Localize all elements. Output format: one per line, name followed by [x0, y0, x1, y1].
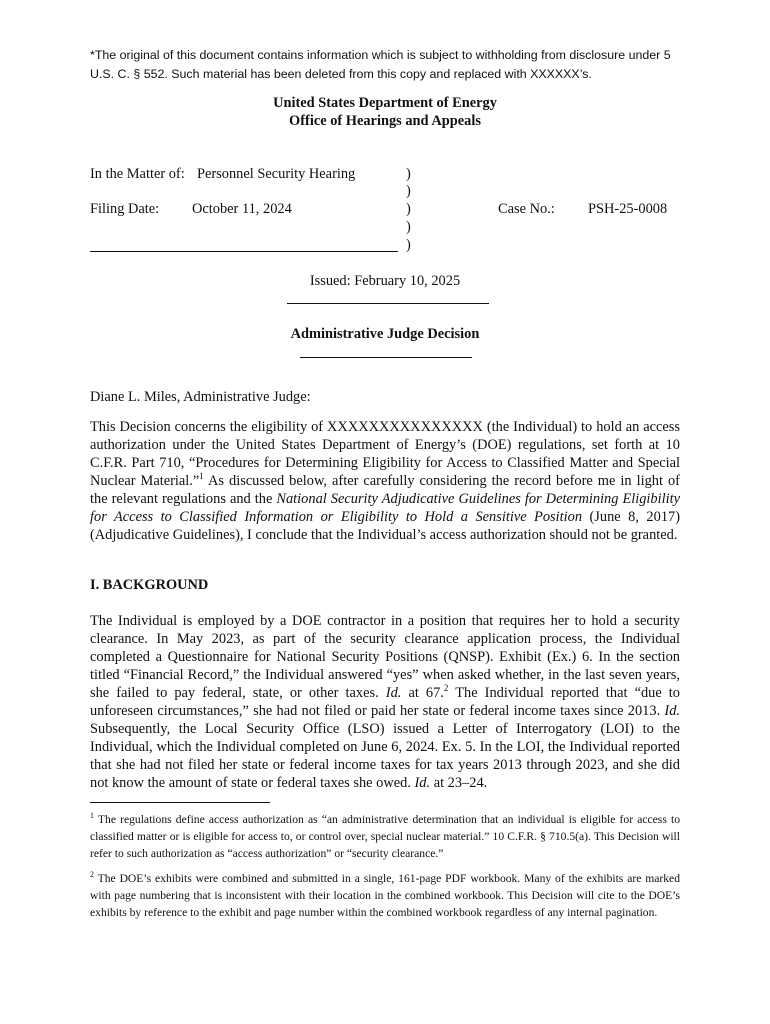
filing-date-label: Filing Date: — [90, 201, 160, 217]
background-paragraph — [90, 612, 680, 792]
footnote-number: 2 — [90, 870, 94, 880]
intro-text: (June 8, 2017) (Adjudicative Guidelines), I conclude that the Individual’s access authorization should not be granted. — [90, 509, 680, 543]
caption-underline — [90, 251, 398, 252]
background-text: at 23–24. — [430, 775, 488, 791]
citation-id: Id. — [385, 685, 402, 701]
decision-title: Administrative Judge Decision — [290, 326, 480, 342]
footnote-text: The regulations define access authorization as “an administrative determination that an individual is eligible for access to classified matter or is eligible for access to, or control over, special nuclear material.” 10 C.F.R. § 710.5(a). This Decision will refer to such authorization as “access authorization” or “security clearance.” — [90, 813, 680, 860]
section-heading: I. BACKGROUND — [90, 577, 209, 593]
caption-paren: ) — [406, 166, 411, 182]
caption-paren: ) — [406, 219, 411, 235]
intro-text: As discussed below, after carefully considering the record before me in light of the relevant regulations and the — [90, 473, 680, 507]
background-text: Subsequently, the Local Security Office (LSO) issued a Letter of Interrogatory (LOI) to the Individual, which the Individual completed on June 6, 2024. Ex. 5. In the LOI, the Individual reported that she had not filed her state or federal income taxes for tax years 2013 through 2023, and she did not know the amount of state or federal taxes she owed. — [90, 721, 680, 791]
filing-date-value: October 11, 2024 — [192, 201, 292, 217]
issued-date: Issued: February 10, 2025 — [309, 273, 461, 289]
footnote-1 — [90, 811, 680, 862]
agency-name: United States Department of Energy — [273, 95, 497, 111]
matter-label: In the Matter of: — [90, 166, 185, 182]
footnote-number: 1 — [90, 811, 94, 821]
footnote-ref-2: 2 — [443, 683, 449, 694]
intro-text: This Decision concerns the eligibility of XXXXXXXXXXXXXXX (the Individual) to hold an access authorization under the United States Department of Energy’s (DOE) regulations, set forth at 10 C.F.R. Part 710, “Procedures for Determining Eligibility for Access to Classified Matter and Special Nuclear Material.” — [90, 419, 680, 489]
case-number-value: PSH-25-0008 — [588, 201, 668, 217]
agency-header — [0, 94, 770, 130]
case-number-label: Case No.: — [498, 201, 555, 217]
judge-line: Diane L. Miles, Administrative Judge: — [90, 389, 311, 405]
citation-id: Id. — [664, 703, 680, 719]
intro-paragraph — [90, 418, 680, 544]
divider-rule — [287, 303, 489, 304]
citation-id: Id. — [414, 775, 431, 791]
background-text: The Individual is employed by a DOE contractor in a position that requires her to hold a security clearance. In May 2023, as part of the security clearance application process, the Individual completed a Questionnaire for National Security Positions (QNSP). Exhibit (Ex.) 6. In the section titled “Financial Record,” the Individual answered “yes” when asked whether, in the last seven years, she failed to pay federal, state, or other taxes. — [90, 613, 680, 701]
divider-rule — [300, 357, 472, 358]
caption-paren: ) — [406, 183, 411, 199]
footnote-ref-1: 1 — [199, 471, 204, 482]
background-text: at 67. — [401, 685, 444, 701]
footnote-2 — [90, 870, 680, 921]
footnote-separator — [90, 802, 270, 803]
office-name: Office of Hearings and Appeals — [289, 113, 481, 129]
redaction-notice: *The original of this document contains information which is subject to withholding from disclosure under 5 U.S. C. § 552. Such material has been deleted from this copy and replaced with XXXXXX’s. — [90, 48, 671, 81]
footnote-text: The DOE’s exhibits were combined and submitted in a single, 161-page PDF workbook. Many of the exhibits are marked with page numbering that is inconsistent with their location in the combined workbook. This Decision will cite to the DOE’s exhibits by reference to the exhibit and page number within the combined workbook regardless of any internal pagination. — [90, 872, 680, 919]
background-text: The Individual reported that “due to unforeseen circumstances,” she had not filed or paid her state or federal income taxes since 2013. — [90, 685, 680, 719]
caption-paren: ) — [406, 237, 411, 253]
matter-value: Personnel Security Hearing — [197, 166, 356, 182]
caption-paren: ) — [406, 201, 411, 217]
guidelines-title: National Security Adjudicative Guidelines for Determining Eligibility for Access to Classified Information or Eligibility to Hold a Sensitive Position — [90, 491, 681, 525]
